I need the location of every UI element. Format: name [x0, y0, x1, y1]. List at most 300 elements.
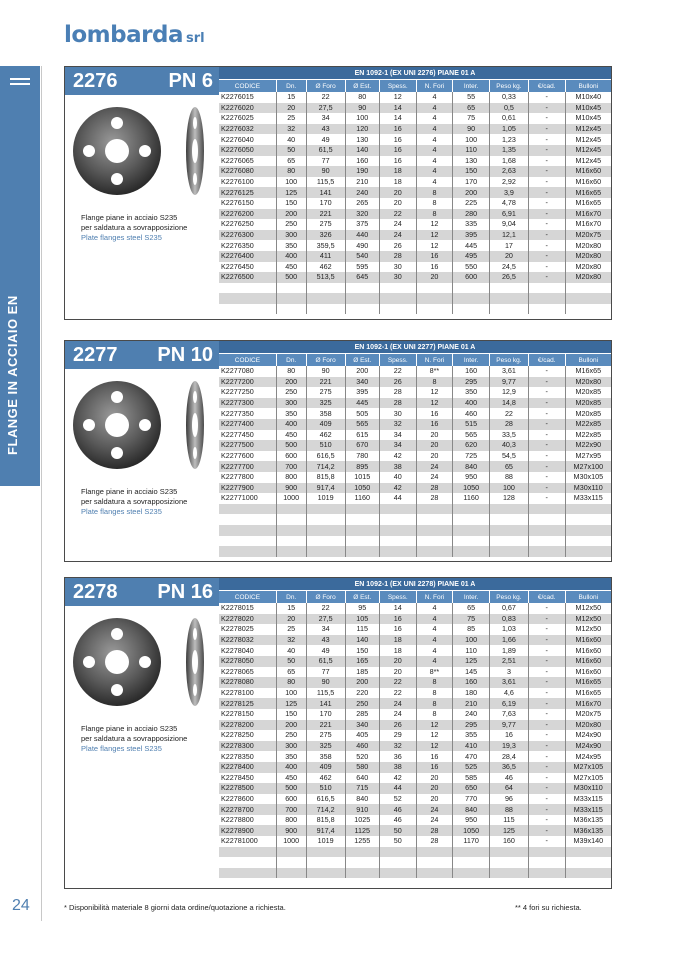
table-row — [219, 624, 611, 635]
column-header: N. Fori — [416, 354, 453, 366]
table-cell: M27x100 — [565, 461, 611, 472]
table-cell: 24 — [379, 219, 416, 230]
table-cell: 462 — [306, 262, 345, 273]
table-cell: - — [528, 198, 565, 209]
table-cell: 295 — [453, 720, 490, 731]
table-row — [219, 461, 611, 472]
table-cell: - — [528, 667, 565, 678]
table-cell — [453, 293, 490, 304]
table-row — [219, 113, 611, 124]
table-cell: M20x80 — [565, 377, 611, 388]
table-cell: M12x50 — [575, 624, 602, 634]
table-row — [219, 262, 611, 273]
table-cell: 15 — [276, 603, 306, 614]
column-header: Dn. — [276, 80, 306, 92]
table-cell: K2278125 — [219, 698, 276, 709]
table-cell: 1019 — [306, 493, 345, 504]
table-cell: M20x80 — [575, 261, 602, 271]
table-cell: 150 — [276, 709, 306, 720]
column-header: Ø Est. — [345, 354, 379, 366]
table-cell: 4 — [416, 624, 453, 635]
table-cell: M27x105 — [565, 762, 611, 773]
table-cell: 0,33 — [489, 92, 528, 103]
side-divider — [41, 66, 42, 921]
table-cell — [379, 504, 416, 515]
table-cell: K2276250 — [219, 219, 276, 230]
table-cell: 500 — [276, 440, 306, 451]
table-cell — [489, 847, 528, 858]
table-cell: 90 — [306, 366, 345, 377]
table-cell: K2278400 — [219, 762, 276, 773]
table-cell: 20 — [416, 272, 453, 283]
table-cell: 725 — [453, 451, 490, 462]
table-cell: 16 — [379, 134, 416, 145]
table-cell: 326 — [306, 230, 345, 241]
table-cell: 34 — [306, 624, 345, 635]
table-cell — [489, 536, 528, 547]
table-cell: 32 — [379, 741, 416, 752]
table-cell: 325 — [306, 741, 345, 752]
table-cell: 400 — [276, 251, 306, 262]
table-cell: 50 — [379, 825, 416, 836]
table-cell: M20x80 — [565, 251, 611, 262]
table-cell: 640 — [345, 773, 379, 784]
table-cell: K2276450 — [219, 262, 276, 273]
table-cell: 90 — [453, 124, 490, 135]
table-cell: 355 — [453, 730, 490, 741]
table-cell: 405 — [345, 730, 379, 741]
table-cell — [379, 293, 416, 304]
table-cell: 240 — [345, 187, 379, 198]
table-cell: K2278080 — [219, 677, 276, 688]
table-cell: 34 — [379, 430, 416, 441]
table-row-empty — [219, 847, 611, 858]
table-cell — [528, 868, 565, 879]
table-cell — [306, 847, 345, 858]
table-row — [219, 741, 611, 752]
table-cell: 8** — [416, 366, 453, 377]
table-cell: 275 — [306, 387, 345, 398]
table-cell: 462 — [306, 430, 345, 441]
table-cell: 4 — [416, 156, 453, 167]
table-cell: - — [528, 804, 565, 815]
table-cell: 12,9 — [489, 387, 528, 398]
table-cell: 190 — [345, 166, 379, 177]
table-cell: 1160 — [345, 493, 379, 504]
table-cell: 20 — [276, 103, 306, 114]
table-cell: 200 — [345, 677, 379, 688]
table-cell — [453, 504, 490, 515]
table-cell: K2277250 — [219, 387, 276, 398]
table-cell: 30 — [379, 262, 416, 273]
table-cell: 22 — [306, 603, 345, 614]
table-cell: K2278025 — [219, 624, 276, 635]
table-cell: M27x95 — [575, 451, 602, 461]
table-cell: M33x115 — [573, 493, 603, 503]
table-cell: 510 — [306, 440, 345, 451]
table-cell: 20 — [416, 430, 453, 441]
table-cell: 28 — [379, 398, 416, 409]
table-row — [219, 614, 611, 625]
table-cell: 4 — [416, 645, 453, 656]
table-cell: 462 — [306, 773, 345, 784]
table-cell: 40 — [379, 472, 416, 483]
table-cell: 90 — [306, 677, 345, 688]
table-cell: 100 — [453, 134, 490, 145]
table-cell: M24x90 — [565, 741, 611, 752]
product-code: 2278 — [73, 581, 118, 603]
table-cell: 22 — [306, 92, 345, 103]
table-cell: K2276150 — [219, 198, 276, 209]
column-header: Spess. — [379, 591, 416, 603]
table-cell: 2,92 — [489, 177, 528, 188]
table-cell: 16 — [379, 145, 416, 156]
table-cell: K2278020 — [219, 614, 276, 625]
table-cell: 24 — [416, 804, 453, 815]
table-cell: M12x45 — [575, 134, 602, 144]
table-cell — [565, 868, 611, 879]
table-cell — [453, 525, 490, 536]
table-cell: K2276015 — [219, 92, 276, 103]
desc-it-line1: Flange piane in acciaio S235 — [81, 213, 178, 222]
table-cell: M20x75 — [575, 709, 602, 719]
table-cell: K2278600 — [219, 794, 276, 805]
table-cell: M10x45 — [565, 103, 611, 114]
table-row — [219, 230, 611, 241]
table-cell: 200 — [276, 377, 306, 388]
table-cell: 445 — [453, 240, 490, 251]
table-cell — [379, 304, 416, 315]
table-row — [219, 187, 611, 198]
table-cell: 44 — [379, 493, 416, 504]
product-description — [81, 487, 187, 517]
table-cell: 3,61 — [489, 366, 528, 377]
table-cell — [345, 304, 379, 315]
table-row — [219, 762, 611, 773]
table-cell: - — [528, 709, 565, 720]
table-cell: 80 — [276, 166, 306, 177]
table-cell: 141 — [306, 187, 345, 198]
table-cell: - — [528, 166, 565, 177]
table-cell: 100 — [453, 635, 490, 646]
table-cell: K2278015 — [219, 603, 276, 614]
table-cell: 43 — [306, 124, 345, 135]
table-cell: 14 — [379, 603, 416, 614]
table-cell: 350 — [276, 408, 306, 419]
table-cell: 20 — [379, 198, 416, 209]
table-cell: 525 — [453, 762, 490, 773]
table-cell: 100 — [276, 177, 306, 188]
table-cell: - — [528, 472, 565, 483]
table-row — [219, 836, 611, 847]
table-cell: 12 — [416, 219, 453, 230]
table-cell: - — [528, 387, 565, 398]
table-cell: 715 — [345, 783, 379, 794]
table-cell — [306, 536, 345, 547]
pressure-rating: PN 10 — [157, 344, 213, 366]
table-cell: 12 — [416, 387, 453, 398]
table-cell: 20 — [416, 794, 453, 805]
table-cell: - — [528, 677, 565, 688]
column-header: Ø Foro — [306, 354, 345, 366]
table-cell: 250 — [345, 698, 379, 709]
table-cell: 375 — [345, 219, 379, 230]
table-cell: - — [528, 92, 565, 103]
table-cell: 24 — [379, 709, 416, 720]
table-cell: 220 — [345, 688, 379, 699]
column-header: €/cad. — [528, 80, 565, 92]
table-cell: - — [528, 187, 565, 198]
table-cell — [453, 868, 490, 879]
table-cell: 12,1 — [489, 230, 528, 241]
table-cell: K2278040 — [219, 645, 276, 656]
table-cell: 24,5 — [489, 262, 528, 273]
table-cell: - — [528, 251, 565, 262]
table-cell: - — [528, 794, 565, 805]
table-cell: 8 — [416, 709, 453, 720]
table-cell: - — [528, 240, 565, 251]
table-cell: 515 — [453, 419, 490, 430]
table-row-empty — [219, 304, 611, 315]
table-cell — [276, 546, 306, 557]
table-cell: 95 — [345, 603, 379, 614]
table-cell: 9,04 — [489, 219, 528, 230]
table-cell: 1000 — [276, 493, 306, 504]
table-row — [219, 156, 611, 167]
table-cell: - — [528, 377, 565, 388]
table-cell — [345, 504, 379, 515]
table-cell: 4 — [416, 656, 453, 667]
table-cell: 42 — [379, 483, 416, 494]
table-cell: M16x70 — [575, 219, 602, 229]
table-cell: - — [528, 430, 565, 441]
column-header: Bulloni — [565, 80, 611, 92]
table-cell: M20x80 — [565, 720, 611, 731]
table-cell: M20x85 — [575, 387, 602, 397]
table-cell: 77 — [306, 156, 345, 167]
table-cell: K2276350 — [219, 240, 276, 251]
table-cell — [489, 283, 528, 294]
table-row-empty — [219, 868, 611, 879]
table-cell: 20 — [379, 187, 416, 198]
table-cell: 50 — [379, 836, 416, 847]
table-row-empty — [219, 536, 611, 547]
table-cell: 160 — [453, 677, 490, 688]
brand-suffix: srl — [185, 31, 205, 46]
table-cell — [379, 847, 416, 858]
table-cell: 275 — [306, 730, 345, 741]
table-cell: 700 — [276, 461, 306, 472]
table-cell: 24 — [379, 698, 416, 709]
table-cell: 411 — [306, 251, 345, 262]
table-cell: 32 — [379, 419, 416, 430]
table-cell: 325 — [306, 398, 345, 409]
table-cell: 185 — [345, 667, 379, 678]
table-cell: 513,5 — [306, 272, 345, 283]
table-row — [219, 430, 611, 441]
table-cell — [276, 504, 306, 515]
table-cell: 105 — [345, 614, 379, 625]
table-cell — [219, 514, 276, 525]
table-cell — [565, 283, 611, 294]
table-cell: K2276300 — [219, 230, 276, 241]
table-cell: 320 — [345, 209, 379, 220]
table-cell — [276, 868, 306, 879]
product-table — [219, 354, 611, 557]
table-cell — [453, 514, 490, 525]
table-row-empty — [219, 293, 611, 304]
table-cell: 115,5 — [306, 177, 345, 188]
table-cell: K22771000 — [219, 493, 276, 504]
table-cell: 88 — [489, 804, 528, 815]
table-cell: 8 — [416, 209, 453, 220]
product-description — [81, 724, 187, 754]
table-cell: M16x70 — [565, 698, 611, 709]
table-cell: 670 — [345, 440, 379, 451]
table-cell: 100 — [345, 113, 379, 124]
table-cell — [345, 525, 379, 536]
table-cell: - — [528, 614, 565, 625]
section-header — [65, 341, 219, 369]
table-cell: 4,78 — [489, 198, 528, 209]
table-cell — [565, 514, 611, 525]
table-row — [219, 419, 611, 430]
table-cell: - — [528, 440, 565, 451]
table-cell — [306, 304, 345, 315]
table-cell: 16 — [416, 419, 453, 430]
table-cell: 440 — [345, 230, 379, 241]
table-cell: 240 — [453, 709, 490, 720]
table-cell — [219, 868, 276, 879]
column-header: CODICE — [219, 354, 276, 366]
product-table — [219, 80, 611, 314]
table-cell — [528, 546, 565, 557]
table-cell: 1,89 — [489, 645, 528, 656]
table-cell — [379, 536, 416, 547]
table-cell: 40,3 — [489, 440, 528, 451]
table-cell: 128 — [489, 493, 528, 504]
table-cell: 110 — [453, 645, 490, 656]
table-cell: 17 — [489, 240, 528, 251]
table-cell: K2278350 — [219, 751, 276, 762]
table-cell — [345, 546, 379, 557]
column-header: Dn. — [276, 591, 306, 603]
table-cell: 22 — [379, 209, 416, 220]
table-row — [219, 698, 611, 709]
table-cell: 61,5 — [306, 145, 345, 156]
table-cell: 350 — [276, 751, 306, 762]
table-cell — [379, 283, 416, 294]
table-cell — [528, 304, 565, 315]
table-cell: 180 — [453, 688, 490, 699]
table-cell — [416, 857, 453, 868]
table-row — [219, 677, 611, 688]
table-cell — [306, 283, 345, 294]
table-cell — [379, 868, 416, 879]
table-cell: 615 — [345, 430, 379, 441]
table-cell — [565, 847, 611, 858]
table-cell: M30x110 — [565, 483, 611, 494]
table-cell: 28 — [379, 251, 416, 262]
table-title: EN 1092-1 (EX UNI 2277) PIANE 01 A — [219, 341, 611, 354]
table-cell: 4 — [416, 166, 453, 177]
table-cell — [453, 536, 490, 547]
table-cell: 33,5 — [489, 430, 528, 441]
table-cell — [416, 283, 453, 294]
product-section-2278 — [64, 577, 612, 889]
table-cell — [379, 857, 416, 868]
table-row-empty — [219, 514, 611, 525]
table-cell: M30x105 — [573, 472, 604, 482]
table-cell: 40 — [276, 645, 306, 656]
table-cell: 295 — [453, 377, 490, 388]
table-cell: M20x80 — [565, 272, 611, 283]
table-cell — [219, 546, 276, 557]
table-cell: 7,63 — [489, 709, 528, 720]
table-cell: 900 — [276, 825, 306, 836]
table-cell: 24 — [379, 230, 416, 241]
table-row — [219, 794, 611, 805]
table-cell: K2277400 — [219, 419, 276, 430]
desc-en: Plate flanges steel S235 — [81, 744, 162, 753]
table-cell — [565, 504, 611, 515]
table-row — [219, 209, 611, 220]
table-cell: 64 — [489, 783, 528, 794]
column-header: Spess. — [379, 354, 416, 366]
table-cell — [489, 514, 528, 525]
desc-it-line2: per saldatura a sovrapposizione — [81, 223, 188, 232]
table-cell: 6,19 — [489, 698, 528, 709]
table-cell — [306, 868, 345, 879]
table-cell: 140 — [345, 635, 379, 646]
table-cell: 895 — [345, 461, 379, 472]
table-cell: 4 — [416, 635, 453, 646]
table-cell: 600 — [453, 272, 490, 283]
desc-it-line2: per saldatura a sovrapposizione — [81, 497, 188, 506]
table-cell: 125 — [276, 187, 306, 198]
table-cell: - — [528, 720, 565, 731]
table-row — [219, 377, 611, 388]
table-cell: 1000 — [276, 836, 306, 847]
table-cell: 359,5 — [306, 240, 345, 251]
table-cell: 170 — [453, 177, 490, 188]
table-cell: 28 — [416, 493, 453, 504]
flange-image — [73, 614, 213, 714]
footnote-holes: ** 4 fori su richiesta. — [515, 903, 582, 912]
table-cell: K2276020 — [219, 103, 276, 114]
column-header: Dn. — [276, 354, 306, 366]
table-cell: - — [528, 177, 565, 188]
product-description — [81, 213, 187, 243]
table-cell: 0,67 — [489, 603, 528, 614]
table-cell: 250 — [276, 219, 306, 230]
table-cell: - — [528, 698, 565, 709]
flange-image — [73, 377, 213, 477]
table-cell: 30 — [379, 272, 416, 283]
table-cell: M30x110 — [565, 783, 611, 794]
table-cell — [528, 293, 565, 304]
table-row — [219, 387, 611, 398]
table-cell: 16 — [416, 408, 453, 419]
table-row — [219, 472, 611, 483]
table-header-row — [219, 354, 611, 366]
table-cell: 500 — [276, 783, 306, 794]
table-cell — [489, 857, 528, 868]
table-cell: 600 — [276, 451, 306, 462]
table-cell — [276, 525, 306, 536]
table-cell: 140 — [345, 145, 379, 156]
table-cell: 26,5 — [489, 272, 528, 283]
